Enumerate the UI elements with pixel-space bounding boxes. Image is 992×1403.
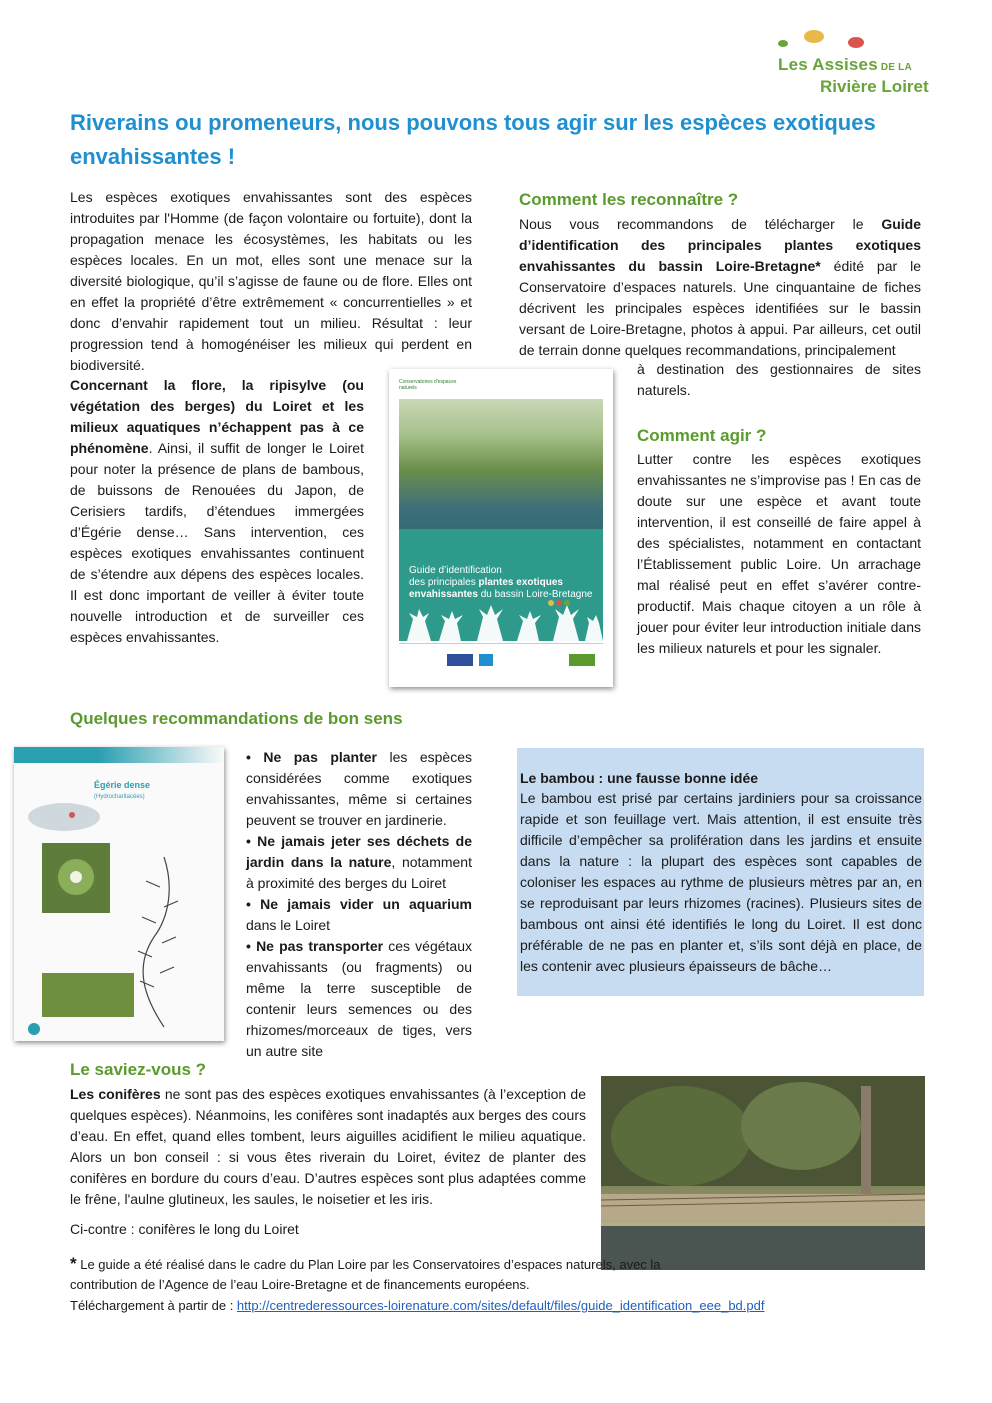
logo: [776, 28, 929, 100]
eu-flag-icon: [447, 654, 473, 666]
conifer-scene: [601, 1076, 925, 1270]
conifer-caption: Ci-contre : conifères le long du Loiret: [70, 1221, 299, 1237]
guide-cover-title: Guide d’identification des principales plantes exotiques envahissantes du bassin Loire-Bretagne: [409, 565, 593, 600]
fiche-title: Égérie dense: [94, 780, 151, 790]
logo-line-2: Rivière Loiret: [820, 77, 929, 96]
fiche-egerie-image: [14, 747, 224, 1041]
bambou-heading: Le bambou : une fausse bonne idée: [520, 770, 759, 786]
reco-item-2: • Ne jamais jeter ses déchets de jardin dans la nature, notamment à proximité des berges du Loiret: [246, 833, 473, 891]
logo-dot-yellow: [804, 30, 824, 43]
guide-cover-footer: [399, 643, 603, 677]
recommandations-list: [246, 747, 472, 1062]
footnote: * Le guide a été réalisé dans le cadre du Plan Loire par les Conservatoires d’espaces naturels, avec la contribution de l’Agence de l’eau Loire-Bretagne et de financements européens.: [70, 1254, 661, 1292]
page-title: Riverains ou promeneurs, nous pouvons tous agir sur les espèces exotiques envahissantes !: [70, 110, 876, 169]
guide-cover-image: [389, 369, 613, 687]
reconnaitre-text-end: à destination des gestionnaires de sites naturels.: [637, 361, 921, 398]
logo-dot-green: [778, 40, 788, 47]
heading-saviez: Le saviez-vous ?: [70, 1060, 207, 1079]
intro-paragraph-1: Les espèces exotiques envahissantes sont des espèces introduites par l'Homme (de façon volontaire ou fortuite), dont la propagation menace les écosystèmes, les habitats ou les espèces locales. En un mot, elles sont une menace sur la diversité biologique, qu’il s’agisse de faune ou de flore. Elles ont en effet la propriété d’être extrêmement « concurrentielles » et donc d’envahir rapidement tout un milieu. Résultat : leur progression tend à homogénéiser les milieux qui perdent en biodiversité.: [70, 189, 472, 373]
agency-logo-icon: [479, 654, 493, 666]
guide-download-link[interactable]: http://centrederessources-loirenature.com/sites/default/files/guide_identification_eee_bd.pdf: [236, 1298, 765, 1313]
reco-item-1: • Ne pas planter les espèces considérées comme exotiques envahissantes, même si certaines peuvent se trouver en jardinerie.: [246, 749, 472, 828]
reconnaitre-text: Nous vous recommandons de télécharger le Guide d’identification des principales plantes exotiques envahissantes du bassin Loire-Bretagne* édité par le Conservatoire d’espaces naturels. Une cinquantaine de fiches décrivent les principales espèces identifiées sur le bassin versant de Loire-Bretagne, photos à appui. Par ailleurs, cet outil de terrain donne quelques recommandations, principalement: [519, 216, 921, 358]
heading-agir: Comment agir ?: [637, 426, 767, 445]
reco-item-4: • Ne pas transporter ces végétaux envahissants (ou fragments) ou même la terre susceptible de contenir leurs semences ou des rhizomes/morceaux de tiges, vers un autre site: [246, 938, 472, 1059]
download-line: Téléchargement à partir de : http://centrederessources-loirenature.com/sites/default/files/guide_identification_eee_bd.pdf: [70, 1298, 765, 1313]
heading-reconnaitre: Comment les reconnaître ?: [519, 190, 739, 209]
bambou-text: Le bambou est prisé par certains jardiniers pour sa croissance rapide et son feuillage vert. Mais attention, il est ensuite très difficile d’empêcher sa prolifération dans les jardins et ensuite dans la nature : la plupart des espèces sont capables de coloniser les espaces au rythme de plusieurs mètres par an, en se reproduisant par leurs rhizomes (racines). Plusieurs sites de bambous ont ainsi été identifiés le long du Loiret. Il est donc préférable de ne pas en planter et, s’ils sont déjà en place, de les contenir avec plusieurs épaisseurs de bâche…: [520, 790, 922, 974]
logo-line-1: Les Assises DE LA: [778, 55, 912, 74]
bambou-box: [517, 748, 924, 996]
saviez-text: Les conifères ne sont pas des espèces exotiques envahissantes (à l’exception de quelques espèces). Néanmoins, les conifères sont inadaptés aux berges des cours d’eau. En effet, quand elles tombent, leurs aiguilles acidifient le milieu aquatique. Alors un bon conseil : si vous êtes riverain du Loiret, évitez de planter des conifères en bordure du cours d’eau. D’autres espèces sont plus adaptées comme le frêne, l'aulne glutineux, les saules, le noisetier et les iris.: [70, 1086, 587, 1207]
intro-paragraph-2: Concernant la flore, la ripisylve (ou végétation des berges) du Loiret et les milieux aquatiques n’échappent pas à ce phénomène. Ainsi, il suffit de longer le Loiret pour noter la présence de plans de bambous, de buissons de Renouées du Japon, de Cerisiers tardifs, d’étendues immergées d’Égérie dense… Sans intervention, ces espèces exotiques envahissantes continuent de s’étendre aux dépens des espèces locales. Il est donc important de veiller à éviter toute nouvelle introduction et de surveiller ces espèces envahissantes.: [70, 377, 364, 645]
conifer-photo: [601, 1076, 925, 1270]
heading-recommandations: Quelques recommandations de bon sens: [70, 709, 403, 728]
logo-dot-red: [848, 37, 864, 48]
plan-loire-logo-icon: [569, 654, 595, 666]
reco-item-3: • Ne jamais vider un aquarium dans le Loiret: [246, 896, 473, 933]
guide-cover-org: Conservatoires d'espaces naturels: [399, 379, 457, 391]
agir-text: Lutter contre les espèces exotiques envahissantes ne s’improvise pas ! En cas de doute sur une espèce et avant toute intervention, il est conseillé de faire appel à des spécialistes, notamment en contactant l’Établissement public Loire. Un arrachage mal réalisé peut en effet s’avérer contre-productif. Mais chaque citoyen a un rôle à jouer pour éviter leur introduction initiale dans les milieux naturels et pour les signaler.: [637, 451, 921, 656]
fiche-subtitle: (Hydrocharitacées): [94, 794, 145, 800]
fiche-illustration: [14, 747, 224, 1041]
